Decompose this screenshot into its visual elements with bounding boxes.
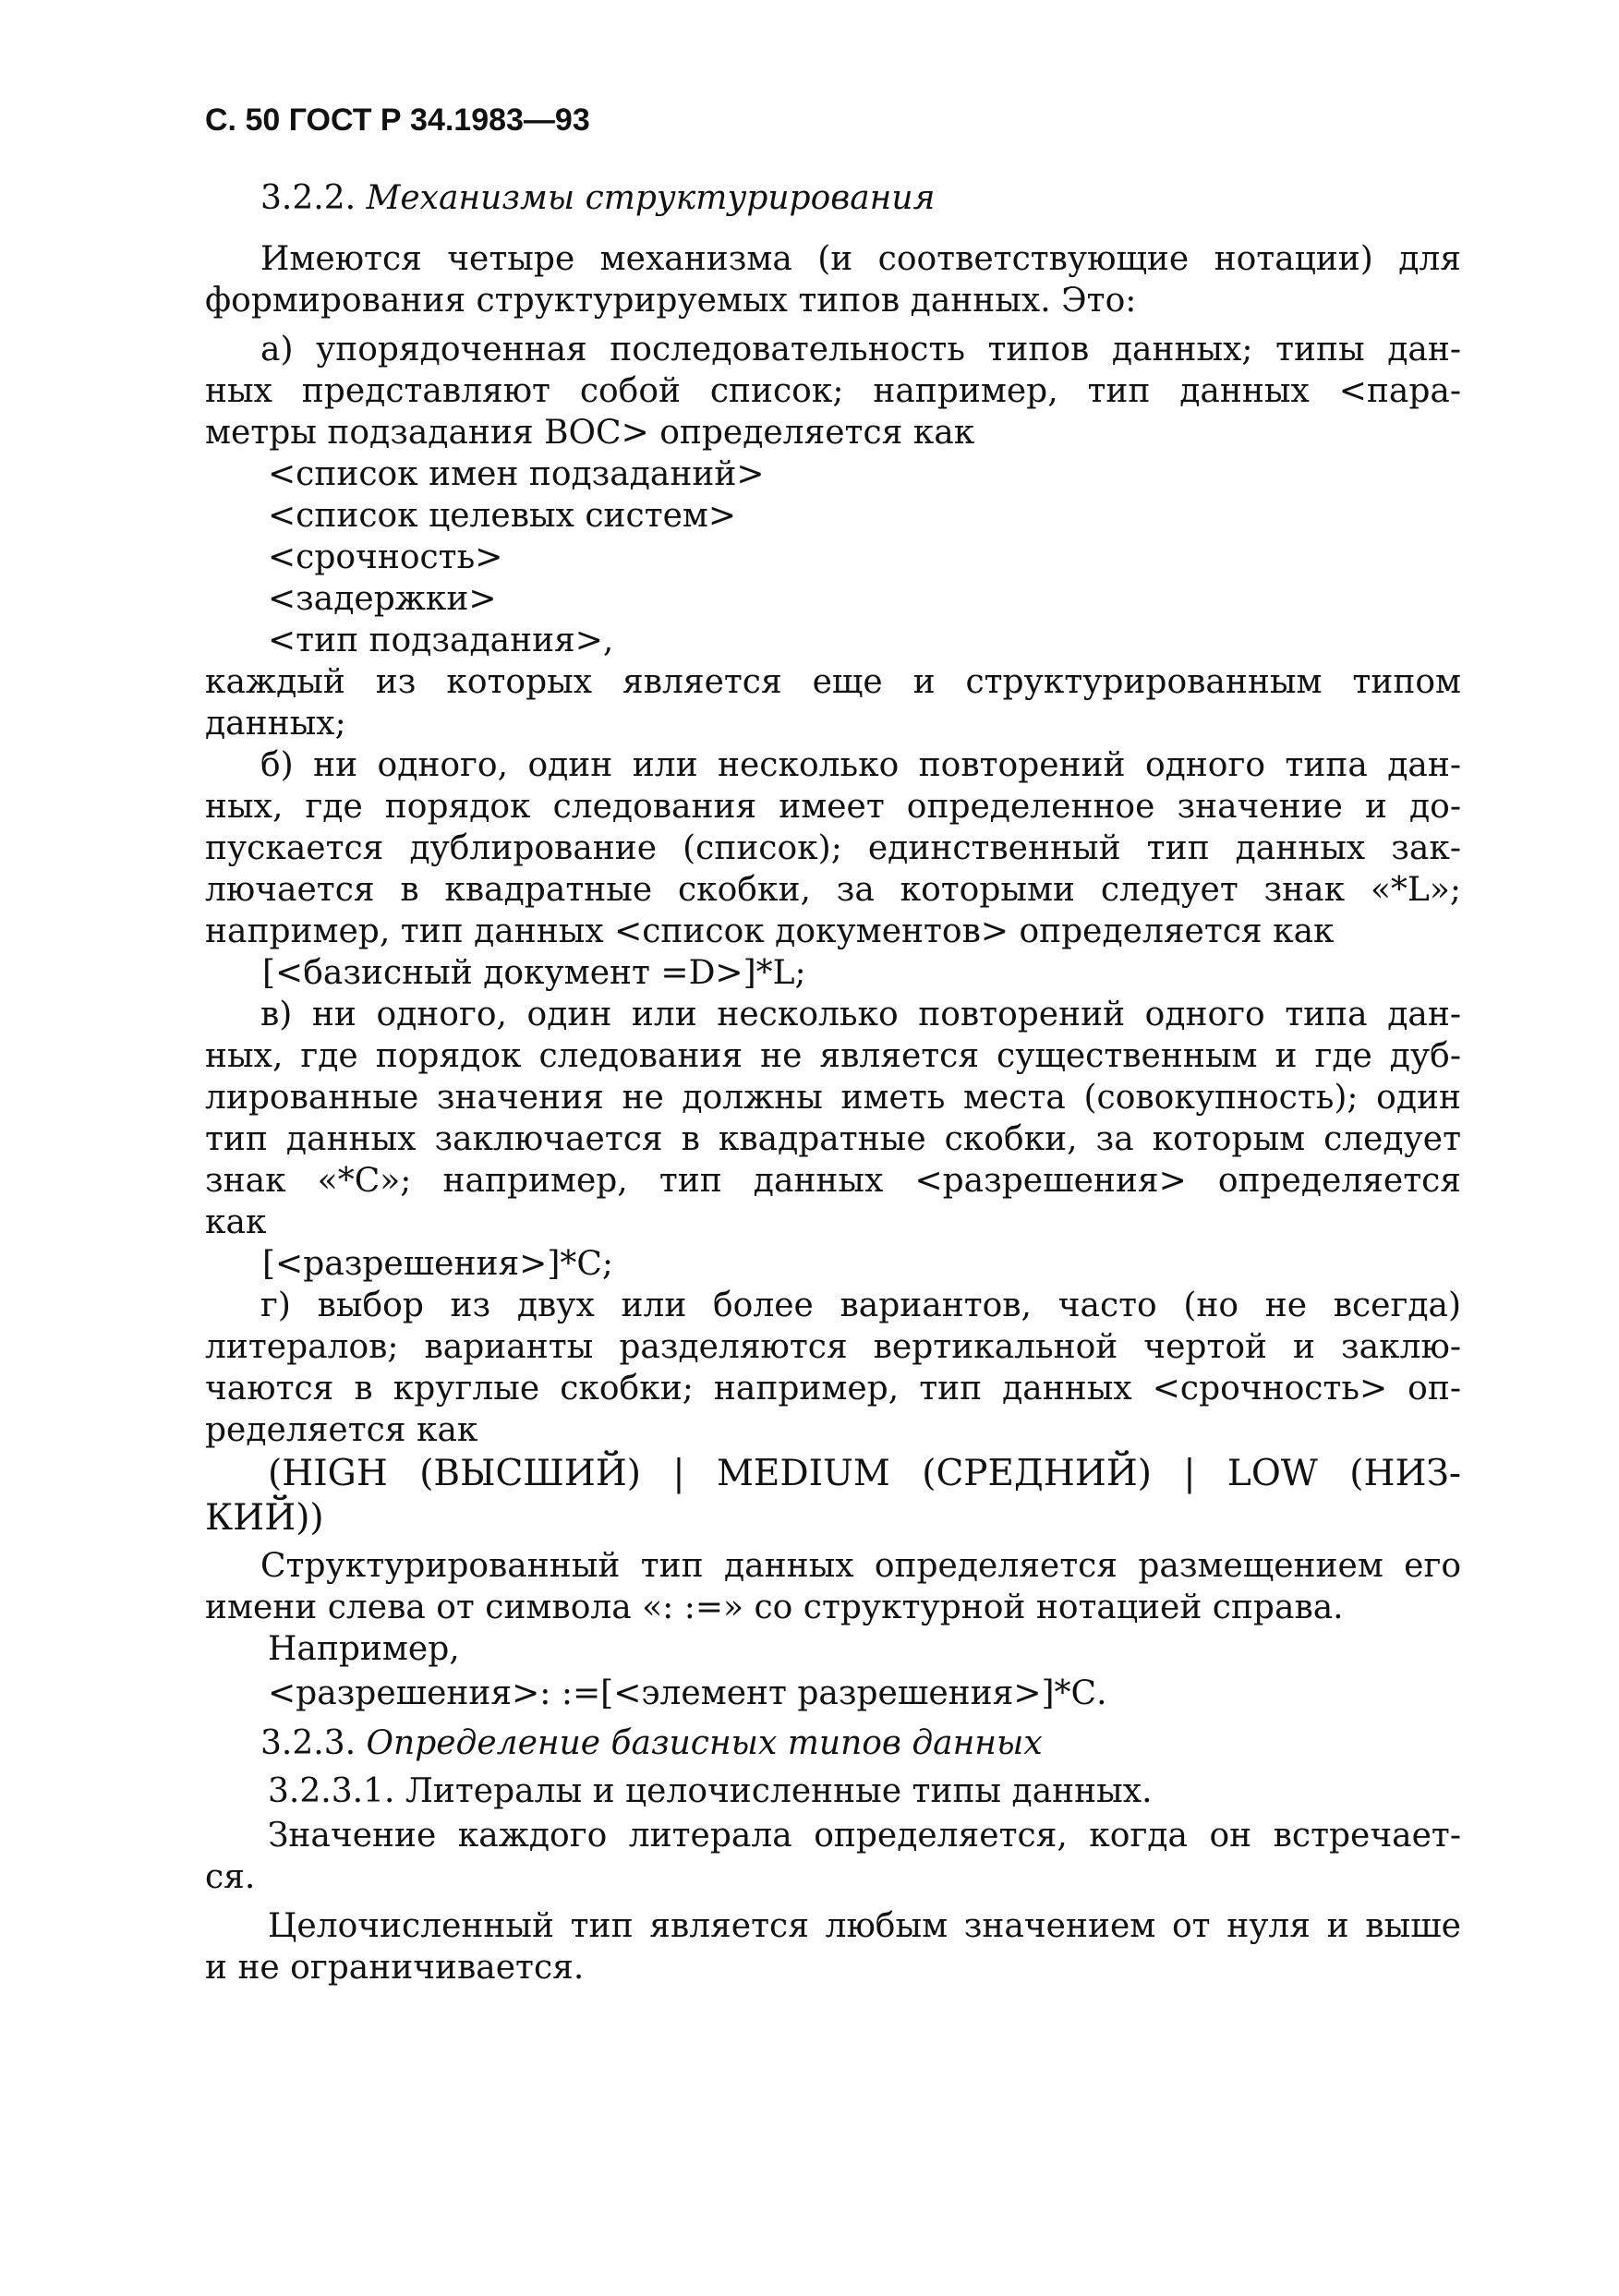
item-v-line: как xyxy=(205,1203,267,1241)
section-title: Определение базисных типов данных xyxy=(366,1724,1043,1762)
literal-choice-line: (HIGH (ВЫСШИЙ) | MEDIUM (СРЕДНИЙ) | LOW (НИЗ- xyxy=(268,1453,1461,1494)
item-b-line: лючается в квадратные скобки, за которыми следует знак «*L»; xyxy=(205,871,1461,909)
closing-line: Структурированный тип данных определяется размещением его xyxy=(260,1547,1461,1585)
item-b-line: б) ни одного, один или несколько повторений одного типа дан- xyxy=(260,746,1461,784)
body-line: ся. xyxy=(205,1858,256,1896)
section-number: 3.2.2. xyxy=(260,179,356,217)
notation-line: <тип подзадания>, xyxy=(268,622,614,659)
intro-line: формирования структурируемых типов данных. Это: xyxy=(205,282,1137,320)
item-a-line: данных; xyxy=(205,705,346,743)
intro-line: Имеются четыре механизма (и соответствующие нотации) для xyxy=(260,240,1461,278)
subsection-number: 3.2.3.1. xyxy=(268,1772,395,1810)
item-g-line: литералов; варианты разделяются вертикальной чертой и заклю- xyxy=(205,1328,1461,1366)
page-header: С. 50 ГОСТ Р 34.1983—93 xyxy=(205,103,590,138)
notation-line: <задержки> xyxy=(268,580,497,618)
item-b-line: ных, где порядок следования имеет определенное значение и до- xyxy=(205,788,1461,826)
item-a-line: а) упорядоченная последовательность типов данных; типы дан- xyxy=(260,331,1461,369)
item-a-line: каждый из которых является еще и структурированным типом xyxy=(205,663,1461,701)
item-v-line: в) ни одного, один или несколько повторений одного типа дан- xyxy=(260,996,1461,1033)
item-a-line: ных представляют собой список; например, тип данных <пара- xyxy=(205,372,1461,410)
item-v-line: знак «*С»; например, тип данных <разрешения> определяется xyxy=(205,1162,1461,1200)
item-g-line: г) выбор из двух или более вариантов, часто (но не всегда) xyxy=(260,1287,1461,1324)
subsection-title: Литералы и целочисленные типы данных. xyxy=(405,1772,1153,1810)
closing-line: Например, xyxy=(268,1630,460,1668)
notation-line: <список целевых систем> xyxy=(268,497,737,535)
item-g-line: ределяется как xyxy=(205,1411,478,1449)
item-b-line: например, тип данных <список документов> определяется как xyxy=(205,912,1335,950)
section-heading-3-2-2 xyxy=(260,177,935,219)
notation-line: <разрешения>: :=[<элемент разрешения>]*С. xyxy=(268,1674,1107,1712)
section-heading-3-2-3 xyxy=(260,1722,1043,1764)
item-a-line: метры подзадания ВОС> определяется как xyxy=(205,414,975,452)
item-g-line: чаются в круглые скобки; например, тип данных <срочность> оп- xyxy=(205,1370,1461,1408)
body-line: и не ограничивается. xyxy=(205,1949,585,1987)
item-v-line: лированные значения не должны иметь места (совокупность); один xyxy=(205,1079,1461,1117)
section-number: 3.2.3. xyxy=(260,1724,356,1762)
body-line: Значение каждого литерала определяется, когда он встречает- xyxy=(268,1817,1461,1855)
notation-line: <срочность> xyxy=(268,538,503,576)
body-line: Целочисленный тип является любым значением от нуля и выше xyxy=(268,1907,1461,1945)
closing-line: имени слева от символа «: :=» со структурной нотацией справа. xyxy=(205,1589,1344,1626)
literal-choice-line: КИЙ)) xyxy=(205,1497,324,1539)
notation-line: <список имен подзаданий> xyxy=(268,455,765,493)
notation-line: [<базисный документ =D>]*L; xyxy=(262,954,806,992)
section-title: Механизмы структурирования xyxy=(366,179,936,217)
item-v-line: тип данных заключается в квадратные скобки, за которым следует xyxy=(205,1120,1461,1158)
item-b-line: пускается дублирование (список); единственный тип данных зак- xyxy=(205,829,1461,867)
item-v-line: ных, где порядок следования не является существенным и где дуб- xyxy=(205,1037,1461,1075)
notation-line: [<разрешения>]*С; xyxy=(262,1245,614,1283)
subsection-heading-3-2-3-1 xyxy=(268,1770,1153,1812)
